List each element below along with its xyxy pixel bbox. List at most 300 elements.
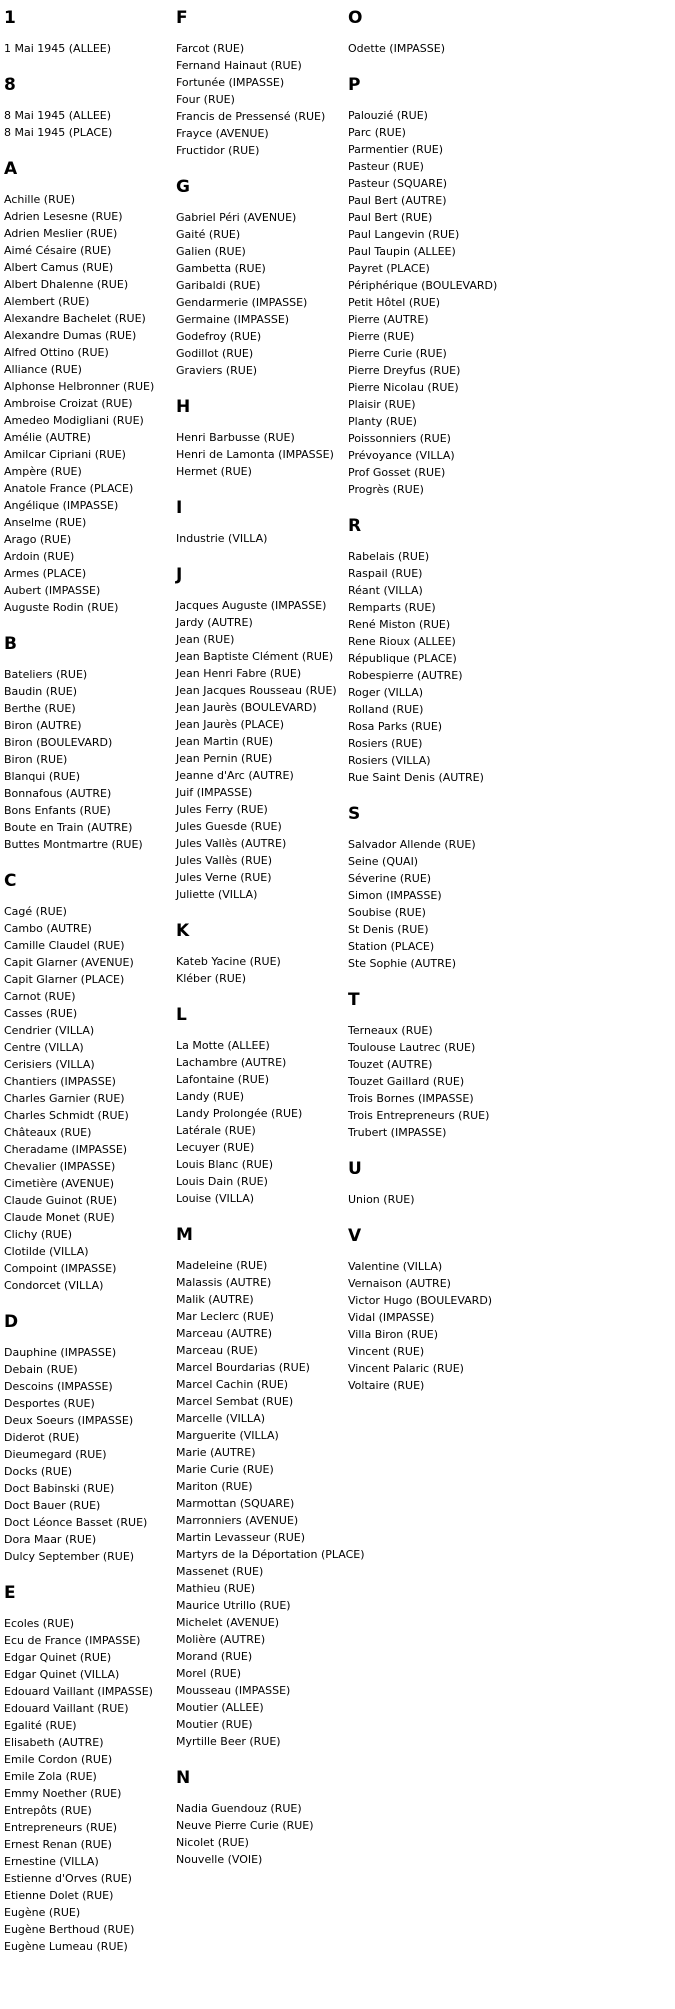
street-entry[interactable]: La Motte (ALLEE) <box>176 1039 270 1052</box>
section-letter-heading: C <box>4 871 17 891</box>
street-entry[interactable]: Seine (QUAI) <box>348 855 419 868</box>
street-entry[interactable]: Terneaux (RUE) <box>348 1024 433 1037</box>
street-entry[interactable]: Morand (RUE) <box>176 1650 253 1663</box>
street-entry[interactable]: Union (RUE) <box>348 1193 415 1206</box>
street-entry[interactable]: Toulouse Lautrec (RUE) <box>348 1041 476 1054</box>
street-entry[interactable]: Elisabeth (AUTRE) <box>4 1736 104 1749</box>
street-entry[interactable]: Pierre (AUTRE) <box>348 313 429 326</box>
street-entry[interactable]: Alexandre Bachelet (RUE) <box>4 312 146 325</box>
street-entry[interactable]: Dieumegard (RUE) <box>4 1448 107 1461</box>
street-list <box>4 903 176 1294</box>
street-entry[interactable]: Francis de Pressensé (RUE) <box>176 110 326 123</box>
street-entry[interactable]: Alphonse Helbronner (RUE) <box>4 380 155 393</box>
street-entry[interactable]: Vernaison (AUTRE) <box>348 1277 451 1290</box>
street-entry[interactable]: Plaisir (RUE) <box>348 398 416 411</box>
street-entry[interactable]: Entrepôts (RUE) <box>4 1804 92 1817</box>
street-entry[interactable]: Ecoles (RUE) <box>4 1617 75 1630</box>
street-entry[interactable]: Soubise (RUE) <box>348 906 426 919</box>
street-entry[interactable]: Robespierre (AUTRE) <box>348 669 463 682</box>
street-entry[interactable]: Estienne d'Orves (RUE) <box>4 1872 132 1885</box>
street-entry[interactable]: Rolland (RUE) <box>348 703 424 716</box>
street-entry[interactable]: Nadia Guendouz (RUE) <box>176 1802 302 1815</box>
section-letter-heading: E <box>4 1583 16 1603</box>
street-entry[interactable]: Entrepreneurs (RUE) <box>4 1821 118 1834</box>
street-entry[interactable]: Marmottan (SQUARE) <box>176 1497 295 1510</box>
street-entry[interactable]: Victor Hugo (BOULEVARD) <box>348 1294 493 1307</box>
street-entry[interactable]: Fructidor (RUE) <box>176 144 260 157</box>
street-entry[interactable]: Rabelais (RUE) <box>348 550 430 563</box>
street-entry[interactable]: Marguerite (VILLA) <box>176 1429 279 1442</box>
street-entry[interactable]: Landy (RUE) <box>176 1090 245 1103</box>
street-entry[interactable]: Payret (PLACE) <box>348 262 430 275</box>
street-entry[interactable]: Alliance (RUE) <box>4 363 82 376</box>
section-letter-heading: J <box>176 565 183 585</box>
street-entry[interactable]: Ecu de France (IMPASSE) <box>4 1634 141 1647</box>
street-entry[interactable]: Nicolet (RUE) <box>176 1836 249 1849</box>
street-entry[interactable]: 1 Mai 1945 (ALLEE) <box>4 42 112 55</box>
street-entry[interactable]: Jules Ferry (RUE) <box>176 803 268 816</box>
street-entry[interactable]: Alembert (RUE) <box>4 295 90 308</box>
street-entry[interactable]: Villa Biron (RUE) <box>348 1328 438 1341</box>
street-entry[interactable]: Juliette (VILLA) <box>176 888 258 901</box>
section-letter-heading: P <box>348 75 361 95</box>
letter-section-I <box>176 498 348 547</box>
street-entry[interactable]: Etienne Dolet (RUE) <box>4 1889 114 1902</box>
street-entry[interactable]: Casses (RUE) <box>4 1007 78 1020</box>
street-entry[interactable]: Clichy (RUE) <box>4 1228 73 1241</box>
street-list <box>4 1615 176 1955</box>
street-entry[interactable]: Morel (RUE) <box>176 1667 242 1680</box>
street-entry[interactable]: Doct Léonce Basset (RUE) <box>4 1516 148 1529</box>
street-entry[interactable]: Clotilde (VILLA) <box>4 1245 89 1258</box>
street-entry[interactable]: Bateliers (RUE) <box>4 668 88 681</box>
street-entry[interactable]: Egalité (RUE) <box>4 1719 77 1732</box>
street-entry[interactable]: Jean (RUE) <box>176 633 235 646</box>
street-entry[interactable]: Amedeo Modigliani (RUE) <box>4 414 144 427</box>
section-letter-heading: R <box>348 516 362 536</box>
street-entry[interactable]: Albert Dhalenne (RUE) <box>4 278 129 291</box>
street-entry[interactable]: Planty (RUE) <box>348 415 417 428</box>
street-entry[interactable]: Carnot (RUE) <box>4 990 76 1003</box>
street-list <box>348 107 520 498</box>
directory-column-2 <box>176 2 365 1868</box>
street-entry[interactable]: Jean Baptiste Clément (RUE) <box>176 650 334 663</box>
street-entry[interactable]: Paul Taupin (ALLEE) <box>348 245 456 258</box>
street-entry[interactable]: Touzet (AUTRE) <box>348 1058 433 1071</box>
street-entry[interactable]: Salvador Allende (RUE) <box>348 838 476 851</box>
street-entry[interactable]: Berthe (RUE) <box>4 702 76 715</box>
street-entry[interactable]: Landy Prolongée (RUE) <box>176 1107 303 1120</box>
street-entry[interactable]: Eugène Lumeau (RUE) <box>4 1940 128 1953</box>
street-entry[interactable]: Jules Guesde (RUE) <box>176 820 282 833</box>
section-letter-heading: 1 <box>4 8 16 28</box>
street-entry[interactable]: Biron (RUE) <box>4 753 68 766</box>
street-entry[interactable]: Condorcet (VILLA) <box>4 1279 104 1292</box>
street-entry[interactable]: Marcel Cachin (RUE) <box>176 1378 289 1391</box>
street-entry[interactable]: 8 Mai 1945 (PLACE) <box>4 126 113 139</box>
street-entry[interactable]: Emile Zola (RUE) <box>4 1770 97 1783</box>
street-entry[interactable]: Raspail (RUE) <box>348 567 423 580</box>
section-letter-heading: T <box>348 990 360 1010</box>
street-entry[interactable]: Charles Schmidt (RUE) <box>4 1109 129 1122</box>
street-entry[interactable]: Malassis (AUTRE) <box>176 1276 272 1289</box>
street-entry[interactable]: Chantiers (IMPASSE) <box>4 1075 116 1088</box>
street-entry[interactable]: Edouard Vaillant (IMPASSE) <box>4 1685 153 1698</box>
street-entry[interactable]: Farcot (RUE) <box>176 42 245 55</box>
street-entry[interactable]: Amilcar Cipriani (RUE) <box>4 448 126 461</box>
street-entry[interactable]: St Denis (RUE) <box>348 923 429 936</box>
street-entry[interactable]: Doct Babinski (RUE) <box>4 1482 115 1495</box>
street-entry[interactable]: Henri Barbusse (RUE) <box>176 431 295 444</box>
street-entry[interactable]: Diderot (RUE) <box>4 1431 80 1444</box>
street-entry[interactable]: Louis Dain (RUE) <box>176 1175 268 1188</box>
street-entry[interactable]: Pasteur (RUE) <box>348 160 424 173</box>
street-entry[interactable]: Adrien Lesesne (RUE) <box>4 210 123 223</box>
street-entry[interactable]: Petit Hôtel (RUE) <box>348 296 441 309</box>
street-entry[interactable]: Parc (RUE) <box>348 126 406 139</box>
street-entry[interactable]: Jean Jaurès (BOULEVARD) <box>176 701 317 714</box>
street-entry[interactable]: Godefroy (RUE) <box>176 330 262 343</box>
street-entry[interactable]: Bonnafous (AUTRE) <box>4 787 112 800</box>
section-letter-heading: V <box>348 1226 362 1246</box>
street-entry[interactable]: Cerisiers (VILLA) <box>4 1058 95 1071</box>
street-entry[interactable]: Jules Verne (RUE) <box>176 871 272 884</box>
section-letter-heading: F <box>176 8 188 28</box>
street-entry[interactable]: René Miston (RUE) <box>348 618 451 631</box>
letter-section-T <box>348 990 520 1141</box>
street-entry[interactable]: Trubert (IMPASSE) <box>348 1126 447 1139</box>
street-entry[interactable]: Chevalier (IMPASSE) <box>4 1160 116 1173</box>
street-entry[interactable]: Claude Monet (RUE) <box>4 1211 115 1224</box>
street-entry[interactable]: Jeanne d'Arc (AUTRE) <box>176 769 294 782</box>
street-entry[interactable]: Pierre Curie (RUE) <box>348 347 447 360</box>
street-entry[interactable]: Alexandre Dumas (RUE) <box>4 329 137 342</box>
street-entry[interactable]: Descoins (IMPASSE) <box>4 1380 113 1393</box>
section-letter-heading: M <box>176 1225 193 1245</box>
directory-column-1 <box>4 2 176 1955</box>
letter-section-B <box>4 634 176 853</box>
street-entry[interactable]: Gambetta (RUE) <box>176 262 266 275</box>
street-entry[interactable]: Parmentier (RUE) <box>348 143 444 156</box>
street-entry[interactable]: Cheradame (IMPASSE) <box>4 1143 128 1156</box>
street-entry[interactable]: Jules Vallès (AUTRE) <box>176 837 287 850</box>
street-entry[interactable]: Bons Enfants (RUE) <box>4 804 111 817</box>
street-entry[interactable]: Henri de Lamonta (IMPASSE) <box>176 448 334 461</box>
street-entry[interactable]: République (PLACE) <box>348 652 457 665</box>
street-list <box>348 1022 520 1141</box>
section-letter-heading: L <box>176 1005 187 1025</box>
street-entry[interactable]: Gabriel Péri (AVENUE) <box>176 211 297 224</box>
street-entry[interactable]: Angélique (IMPASSE) <box>4 499 119 512</box>
street-entry[interactable]: Jules Vallès (RUE) <box>176 854 273 867</box>
street-entry[interactable]: Fernand Hainaut (RUE) <box>176 59 302 72</box>
street-entry[interactable]: Dauphine (IMPASSE) <box>4 1346 117 1359</box>
street-entry[interactable]: Station (PLACE) <box>348 940 435 953</box>
street-entry[interactable]: Réant (VILLA) <box>348 584 423 597</box>
street-entry[interactable]: Jean Jacques Rousseau (RUE) <box>176 684 337 697</box>
street-entry[interactable]: Cimetière (AVENUE) <box>4 1177 115 1190</box>
street-entry[interactable]: Hermet (RUE) <box>176 465 252 478</box>
street-list <box>348 836 520 972</box>
street-entry[interactable]: Massenet (RUE) <box>176 1565 264 1578</box>
street-entry[interactable]: Touzet Gaillard (RUE) <box>348 1075 465 1088</box>
letter-section-J <box>176 565 348 903</box>
street-entry[interactable]: Cendrier (VILLA) <box>4 1024 95 1037</box>
street-entry[interactable]: Madeleine (RUE) <box>176 1259 268 1272</box>
street-entry[interactable]: Remparts (RUE) <box>348 601 436 614</box>
street-entry[interactable]: Paul Bert (AUTRE) <box>348 194 447 207</box>
letter-section-U <box>348 1159 520 1208</box>
street-entry[interactable]: Myrtille Beer (RUE) <box>176 1735 281 1748</box>
street-entry[interactable]: Louise (VILLA) <box>176 1192 255 1205</box>
street-entry[interactable]: Odette (IMPASSE) <box>348 42 445 55</box>
street-list <box>176 1257 365 1750</box>
section-letter-heading: G <box>176 177 190 197</box>
street-list <box>176 40 348 159</box>
street-entry[interactable]: Auguste Rodin (RUE) <box>4 601 119 614</box>
street-entry[interactable]: Marceau (RUE) <box>176 1344 258 1357</box>
street-entry[interactable]: Armes (PLACE) <box>4 567 87 580</box>
street-entry[interactable]: Dora Maar (RUE) <box>4 1533 97 1546</box>
street-entry[interactable]: Arago (RUE) <box>4 533 72 546</box>
street-entry[interactable]: Desportes (RUE) <box>4 1397 95 1410</box>
section-letter-heading: H <box>176 397 191 417</box>
street-entry[interactable]: Charles Garnier (RUE) <box>4 1092 125 1105</box>
street-entry[interactable]: Gendarmerie (IMPASSE) <box>176 296 308 309</box>
street-list <box>348 1191 520 1208</box>
street-entry[interactable]: Pierre Dreyfus (RUE) <box>348 364 461 377</box>
street-list <box>4 40 176 57</box>
street-entry[interactable]: Debain (RUE) <box>4 1363 78 1376</box>
street-entry[interactable]: Ampère (RUE) <box>4 465 82 478</box>
street-entry[interactable]: Docks (RUE) <box>4 1465 73 1478</box>
street-entry[interactable]: Mathieu (RUE) <box>176 1582 256 1595</box>
section-letter-heading: 8 <box>4 75 16 95</box>
street-entry[interactable]: Vidal (IMPASSE) <box>348 1311 435 1324</box>
section-letter-heading: B <box>4 634 17 654</box>
street-entry[interactable]: Vincent (RUE) <box>348 1345 425 1358</box>
letter-section-R <box>348 516 520 786</box>
street-entry[interactable]: Mousseau (IMPASSE) <box>176 1684 291 1697</box>
street-entry[interactable]: Paul Langevin (RUE) <box>348 228 460 241</box>
street-entry[interactable]: Simon (IMPASSE) <box>348 889 442 902</box>
street-entry[interactable]: Deux Soeurs (IMPASSE) <box>4 1414 134 1427</box>
street-entry[interactable]: Pierre Nicolau (RUE) <box>348 381 459 394</box>
section-letter-heading: U <box>348 1159 362 1179</box>
street-list <box>176 209 348 379</box>
street-entry[interactable]: Garibaldi (RUE) <box>176 279 261 292</box>
street-entry[interactable]: Albert Camus (RUE) <box>4 261 114 274</box>
letter-section-L <box>176 1005 348 1207</box>
street-entry[interactable]: Séverine (RUE) <box>348 872 432 885</box>
street-entry[interactable]: Progrès (RUE) <box>348 483 424 496</box>
street-entry[interactable]: Cambo (AUTRE) <box>4 922 92 935</box>
letter-section-1 <box>4 8 176 57</box>
street-entry[interactable]: Marcel Bourdarias (RUE) <box>176 1361 310 1374</box>
street-entry[interactable]: Prof Gosset (RUE) <box>348 466 446 479</box>
street-entry[interactable]: Anselme (RUE) <box>4 516 87 529</box>
street-entry[interactable]: Moutier (RUE) <box>176 1718 253 1731</box>
letter-section-K <box>176 921 348 987</box>
street-entry[interactable]: Four (RUE) <box>176 93 235 106</box>
street-entry[interactable]: Claude Guinot (RUE) <box>4 1194 117 1207</box>
street-list <box>4 666 176 853</box>
street-entry[interactable]: Camille Claudel (RUE) <box>4 939 125 952</box>
street-entry[interactable]: Martin Levasseur (RUE) <box>176 1531 305 1544</box>
letter-section-D <box>4 1312 176 1565</box>
street-entry[interactable]: Kléber (RUE) <box>176 972 247 985</box>
street-entry[interactable]: Pierre (RUE) <box>348 330 415 343</box>
street-entry[interactable]: Marie Curie (RUE) <box>176 1463 274 1476</box>
street-entry[interactable]: Aubert (IMPASSE) <box>4 584 101 597</box>
street-list <box>348 548 520 786</box>
street-entry[interactable]: Compoint (IMPASSE) <box>4 1262 117 1275</box>
street-entry[interactable]: Ste Sophie (AUTRE) <box>348 957 457 970</box>
street-entry[interactable]: Lafontaine (RUE) <box>176 1073 270 1086</box>
street-entry[interactable]: Germaine (IMPASSE) <box>176 313 290 326</box>
street-entry[interactable]: Mariton (RUE) <box>176 1480 253 1493</box>
letter-section-H <box>176 397 348 480</box>
street-entry[interactable]: Capit Glarner (PLACE) <box>4 973 125 986</box>
street-entry[interactable]: Achille (RUE) <box>4 193 76 206</box>
section-letter-heading: D <box>4 1312 19 1332</box>
letter-section-O <box>348 8 520 57</box>
section-letter-heading: O <box>348 8 363 28</box>
section-letter-heading: N <box>176 1768 191 1788</box>
street-list <box>4 1344 176 1565</box>
street-entry[interactable]: Buttes Montmartre (RUE) <box>4 838 143 851</box>
street-entry[interactable]: Graviers (RUE) <box>176 364 258 377</box>
street-entry[interactable]: Rue Saint Denis (AUTRE) <box>348 771 484 784</box>
street-entry[interactable]: Godillot (RUE) <box>176 347 254 360</box>
street-entry[interactable]: Doct Bauer (RUE) <box>4 1499 101 1512</box>
section-letter-heading: K <box>176 921 190 941</box>
street-entry[interactable]: Rosiers (RUE) <box>348 737 423 750</box>
street-entry[interactable]: Jacques Auguste (IMPASSE) <box>176 599 327 612</box>
street-entry[interactable]: Eugène (RUE) <box>4 1906 81 1919</box>
street-entry[interactable]: Prévoyance (VILLA) <box>348 449 455 462</box>
street-entry[interactable]: Trois Bornes (IMPASSE) <box>348 1092 474 1105</box>
street-list <box>176 1800 348 1868</box>
street-entry[interactable]: Nouvelle (VOIE) <box>176 1853 263 1866</box>
street-entry[interactable]: Lecuyer (RUE) <box>176 1141 255 1154</box>
street-entry[interactable]: Moutier (ALLEE) <box>176 1701 264 1714</box>
street-entry[interactable]: Baudin (RUE) <box>4 685 77 698</box>
street-entry[interactable]: Gaité (RUE) <box>176 228 241 241</box>
street-entry[interactable]: Trois Entrepreneurs (RUE) <box>348 1109 490 1122</box>
street-entry[interactable]: Marcelle (VILLA) <box>176 1412 266 1425</box>
street-entry[interactable]: Industrie (VILLA) <box>176 532 268 545</box>
letter-section-8 <box>4 75 176 141</box>
street-entry[interactable]: Valentine (VILLA) <box>348 1260 443 1273</box>
section-letter-heading: S <box>348 804 361 824</box>
street-entry[interactable]: Rene Rioux (ALLEE) <box>348 635 456 648</box>
letter-section-N <box>176 1768 348 1868</box>
letter-section-G <box>176 177 348 379</box>
street-list <box>176 953 348 987</box>
street-entry[interactable]: Marie (AUTRE) <box>176 1446 256 1459</box>
street-entry[interactable]: Emmy Noether (RUE) <box>4 1787 122 1800</box>
street-entry[interactable]: Mar Leclerc (RUE) <box>176 1310 274 1323</box>
street-entry[interactable]: Amélie (AUTRE) <box>4 431 91 444</box>
street-entry[interactable]: Rosiers (VILLA) <box>348 754 431 767</box>
street-entry[interactable]: Marronniers (AVENUE) <box>176 1514 299 1527</box>
street-entry[interactable]: Marcel Sembat (RUE) <box>176 1395 294 1408</box>
street-entry[interactable]: Edgar Quinet (VILLA) <box>4 1668 120 1681</box>
street-entry[interactable]: Emile Cordon (RUE) <box>4 1753 113 1766</box>
street-entry[interactable]: Jean Henri Fabre (RUE) <box>176 667 302 680</box>
street-entry[interactable]: Roger (VILLA) <box>348 686 424 699</box>
street-entry[interactable]: Jean Pernin (RUE) <box>176 752 273 765</box>
street-entry[interactable]: Aimé Césaire (RUE) <box>4 244 112 257</box>
street-entry[interactable]: Biron (AUTRE) <box>4 719 82 732</box>
street-entry[interactable]: Fortunée (IMPASSE) <box>176 76 285 89</box>
letter-section-V <box>348 1226 520 1394</box>
street-entry[interactable]: Capit Glarner (AVENUE) <box>4 956 134 969</box>
street-entry[interactable]: Marceau (AUTRE) <box>176 1327 273 1340</box>
street-entry[interactable]: Châteaux (RUE) <box>4 1126 92 1139</box>
street-entry[interactable]: Boute en Train (AUTRE) <box>4 821 133 834</box>
street-entry[interactable]: Molière (AUTRE) <box>176 1633 266 1646</box>
street-entry[interactable]: Jean Martin (RUE) <box>176 735 274 748</box>
street-entry[interactable]: Galien (RUE) <box>176 245 246 258</box>
street-entry[interactable]: Juif (IMPASSE) <box>176 786 253 799</box>
street-entry[interactable]: Jardy (AUTRE) <box>176 616 253 629</box>
street-entry[interactable]: Palouzié (RUE) <box>348 109 428 122</box>
street-entry[interactable]: Michelet (AVENUE) <box>176 1616 280 1629</box>
street-entry[interactable]: Dulcy September (RUE) <box>4 1550 135 1563</box>
street-entry[interactable]: Edouard Vaillant (RUE) <box>4 1702 129 1715</box>
street-entry[interactable]: Jean Jaurès (PLACE) <box>176 718 285 731</box>
street-entry[interactable]: Lachambre (AUTRE) <box>176 1056 287 1069</box>
street-entry[interactable]: Latérale (RUE) <box>176 1124 256 1137</box>
section-letter-heading: I <box>176 498 183 518</box>
street-entry[interactable]: Ernestine (VILLA) <box>4 1855 99 1868</box>
street-entry[interactable]: Ambroise Croizat (RUE) <box>4 397 133 410</box>
street-entry[interactable]: Pasteur (SQUARE) <box>348 177 448 190</box>
street-entry[interactable]: Périphérique (BOULEVARD) <box>348 279 498 292</box>
street-entry[interactable]: Centre (VILLA) <box>4 1041 84 1054</box>
street-entry[interactable]: Kateb Yacine (RUE) <box>176 955 281 968</box>
street-entry[interactable]: Martyrs de la Déportation (PLACE) <box>176 1548 365 1561</box>
street-list <box>4 191 176 616</box>
street-entry[interactable]: Louis Blanc (RUE) <box>176 1158 274 1171</box>
street-entry[interactable]: 8 Mai 1945 (ALLEE) <box>4 109 112 122</box>
street-entry[interactable]: Rosa Parks (RUE) <box>348 720 443 733</box>
street-entry[interactable]: Ernest Renan (RUE) <box>4 1838 112 1851</box>
section-letter-heading: A <box>4 159 18 179</box>
street-entry[interactable]: Frayce (AVENUE) <box>176 127 269 140</box>
street-entry[interactable]: Biron (BOULEVARD) <box>4 736 113 749</box>
street-entry[interactable]: Eugène Berthoud (RUE) <box>4 1923 135 1936</box>
letter-section-S <box>348 804 520 972</box>
street-entry[interactable]: Vincent Palaric (RUE) <box>348 1362 464 1375</box>
street-entry[interactable]: Poissonniers (RUE) <box>348 432 451 445</box>
street-entry[interactable]: Maurice Utrillo (RUE) <box>176 1599 291 1612</box>
street-entry[interactable]: Adrien Meslier (RUE) <box>4 227 118 240</box>
street-entry[interactable]: Alfred Ottino (RUE) <box>4 346 109 359</box>
street-entry[interactable]: Edgar Quinet (RUE) <box>4 1651 112 1664</box>
street-entry[interactable]: Blanqui (RUE) <box>4 770 81 783</box>
street-entry[interactable]: Anatole France (PLACE) <box>4 482 134 495</box>
street-entry[interactable]: Malik (AUTRE) <box>176 1293 254 1306</box>
letter-section-A <box>4 159 176 616</box>
street-entry[interactable]: Paul Bert (RUE) <box>348 211 433 224</box>
street-entry[interactable]: Cagé (RUE) <box>4 905 67 918</box>
street-entry[interactable]: Ardoin (RUE) <box>4 550 75 563</box>
street-entry[interactable]: Neuve Pierre Curie (RUE) <box>176 1819 314 1832</box>
street-entry[interactable]: Voltaire (RUE) <box>348 1379 425 1392</box>
